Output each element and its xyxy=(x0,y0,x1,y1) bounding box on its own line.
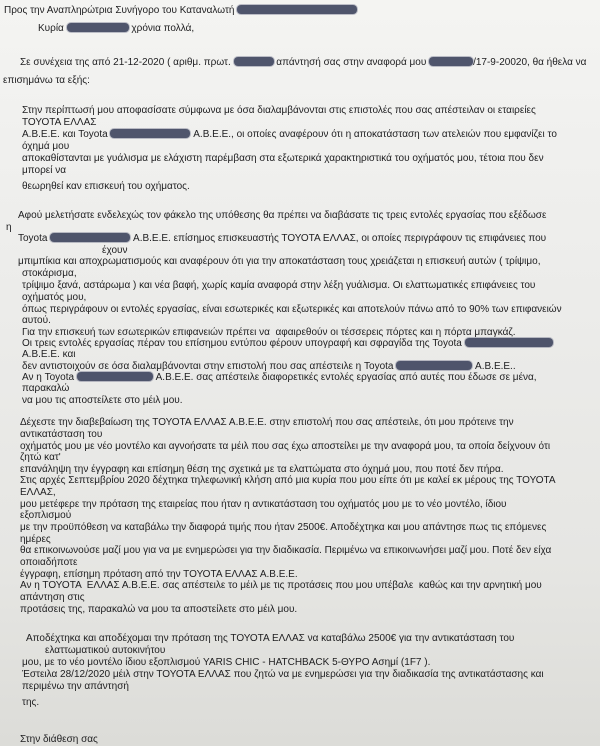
letter-line xyxy=(3,75,90,87)
letter-line xyxy=(20,510,71,522)
letter-line xyxy=(102,245,127,257)
letter-line xyxy=(20,57,586,69)
letter-line xyxy=(38,23,194,35)
letter-line xyxy=(20,569,298,581)
line-text: μου, με το νέο μοντέλο ίδιου εξοπλισμού YARIS CHIC - HATCHBACK 5-ΘΥΡΟ Ασημί (1F7 ). xyxy=(22,657,431,668)
letter-line xyxy=(20,429,102,441)
letter-line xyxy=(20,592,85,604)
letter-line xyxy=(22,280,535,292)
redaction-mark xyxy=(429,57,473,66)
line-text: ημέρες xyxy=(20,534,51,545)
letter-line xyxy=(22,697,39,709)
letter-line xyxy=(22,117,96,129)
redaction-mark xyxy=(110,129,190,138)
letter-line xyxy=(22,129,557,141)
line-text: απάντηση στις xyxy=(20,592,85,603)
line-text: οποιαδήποτε xyxy=(20,557,78,568)
line-text: αυτού. xyxy=(22,315,51,326)
letter-line xyxy=(18,233,546,245)
letter-line xyxy=(18,210,546,222)
line-text: θα επικοινωνούσε μαζί μου για να με ενημερώσει για την διαδικασία. Περιμένω να επικοινωνήσει μαζί μου. Ποτέ δεν είχα xyxy=(20,545,552,556)
letter-line xyxy=(6,222,12,234)
line-text: ελαττωματικού αυτοκινήτου xyxy=(45,645,166,656)
letter-line xyxy=(22,181,190,193)
letter-line xyxy=(22,153,544,165)
letter-line xyxy=(45,645,165,657)
redaction-mark xyxy=(396,361,472,370)
line-text: έγγραφη, επίσημη πρόταση από την ΤΟΥΟΤΑ ΕΛΛΑΣ Α.Β.Ε.Ε. xyxy=(20,569,298,580)
letter-line xyxy=(20,499,507,511)
line-text-tail: /17-9-20020, θα ήθελα να xyxy=(473,57,587,68)
letter-line xyxy=(22,372,537,384)
letter-line xyxy=(22,327,516,339)
line-text: όχημά μου xyxy=(22,141,70,152)
line-text: Κυρία xyxy=(38,23,67,34)
letter-line xyxy=(20,534,51,546)
line-text: Σε συνέχεια της από 21-12-2020 ( αριθμ. πρωτ. xyxy=(20,57,234,68)
letter-line xyxy=(22,141,69,153)
line-text: Στις αρχές Σεπτεμβρίου 2020 δέχτηκα τηλεφωνική κλήση από μια κυρία που μου είπε ότι με καλεί εκ μέρους της ΤΟΥΟΤΑ xyxy=(20,475,556,486)
line-text: δεν αντιστοιχούν σε όσα διαλαμβάνονται στην επιστολή που σας απέστειλε η Toyota xyxy=(22,361,397,372)
letter-line xyxy=(22,361,516,373)
letter-line xyxy=(20,604,297,616)
letter-line xyxy=(22,292,86,304)
line-text: οχήματός μου με νέο μοντέλο και αγνοήσατε τα μέιλ που σας έχω αποστείλει με την αναφορά μου, τα οποία δείχνουν ότι xyxy=(20,441,551,452)
letter-line xyxy=(20,734,98,746)
letter-line xyxy=(20,522,546,534)
line-text: Οι τρεις εντολές εργασίας πέραν του επίσημου εντύπου φέρουν υπογραφή και σφραγίδα της Toyota xyxy=(22,338,465,349)
line-text: η xyxy=(6,222,12,233)
line-text-tail: Α.Β.Ε.Ε. σας απέστειλε διαφορετικές εντολές εργασίας από αυτές που έδωσε σε μένα, xyxy=(152,372,537,383)
line-text: Αφού μελετήσατε ενδελεχώς τον φάκελο της υπόθεσης θα πρέπει να διαβάσατε τις τρεις εντολές εργασίας που εξέδωσε xyxy=(18,210,547,221)
letter-line xyxy=(20,557,77,569)
line-text: παρακαλώ xyxy=(22,383,70,394)
letter-line xyxy=(22,268,77,280)
line-text: Αν η Toyota xyxy=(22,372,77,383)
letter-line xyxy=(20,487,56,499)
redaction-mark xyxy=(465,338,553,347)
line-text-tail: Α.Β.Ε.Ε., οι οποίες αναφέρουν ότι η αποκατάσταση των ατελειών που εμφανίζει το xyxy=(190,129,557,140)
line-text: θεωρηθεί καν επισκευή του οχήματος. xyxy=(22,181,190,192)
line-text: ΕΛΛΑΣ, xyxy=(20,487,56,498)
letter-line xyxy=(22,165,66,177)
line-text-tail: Α.Β.Ε.Ε. επίσημος επισκευαστής ΤΟΥΟΤΑ ΕΛΛΑΣ, οι οποίες περιγράφουν τις επιφάνειες που xyxy=(130,233,547,244)
redaction-mark xyxy=(237,5,357,14)
line-text: εξοπλισμού xyxy=(20,510,72,521)
line-text: ζητώ κατ' xyxy=(20,452,61,463)
letter-line xyxy=(20,545,551,557)
redaction-mark xyxy=(50,233,130,242)
line-text: προτάσεις της, παρακαλώ να μου τα αποστείλετε στο μέιλ μου. xyxy=(20,604,298,615)
redaction-mark xyxy=(67,23,129,32)
line-text: Α.Β.Ε.Ε. και Toyota xyxy=(22,129,111,140)
letter-line xyxy=(22,395,183,407)
line-text: αποκαθίστανται με γυάλισμα με ελάχιστη παρέμβαση στα εξωτερικά χαρακτηριστικά του οχήματός μου, τέτοια που δεν xyxy=(22,153,544,164)
letter-line xyxy=(20,475,556,487)
line-text: Αποδέχτηκα και αποδέχομαι την πρόταση της ΤΟΥΟΤΑ ΕΛΛΑΣ να καταβάλω 2500€ για την αντικατάσταση του xyxy=(26,633,515,644)
line-text: όπως περιγράφουν οι εντολές εργασίας, είναι εσωτερικές και εξωτερικές και αποτελούν πάνω από το 90% των επιφανειών xyxy=(22,304,562,315)
line-text: μου μετέφερε την πρόταση της εταιρείας που ήταν η αντικατάσταση του οχήματός μου με το νέο μοντέλο, ίδιου xyxy=(20,499,507,510)
line-text: να μου τις αποστείλετε στο μέιλ μου. xyxy=(22,395,183,406)
line-text: ΤΟΥΟΤΑ ΕΛΛΑΣ xyxy=(22,117,97,128)
letter-line xyxy=(22,315,51,327)
line-text-tail: Α.Β.Ε.Ε.. xyxy=(472,361,516,372)
letter-line xyxy=(20,441,550,453)
letter-line xyxy=(22,338,553,350)
line-text: Στην περίπτωσή μου αποφασίσατε σύμφωνα με όσα διαλαμβάνονται στις επιστολές που σας απέστειλαν οι εταιρείες xyxy=(22,105,536,116)
line-text: μπιμπίκια και αποχρωματισμούς και αναφέρουν ότι για την αποκατάσταση τους χρειάζεται η επισκευή αυτών ( τρίψιμο, xyxy=(18,256,541,267)
line-text: επανάληψη την έγγραφη και επίσημη θέση της σχετικά με τα ελαττώματα στο όχημά μου, που ποτέ δεν πήρα. xyxy=(20,464,504,475)
line-text: Έστειλα 28/12/2020 μέιλ στην ΤΟΥΟΤΑ ΕΛΛΑΣ που ζητώ να με ενημερώσει για την διαδικασία της αντικατάστασης και xyxy=(22,669,544,680)
line-text: Στην διάθεση σας xyxy=(20,734,98,745)
letter-line xyxy=(20,452,61,464)
line-text: Α.Β.Ε.Ε. και xyxy=(22,349,76,360)
line-text: Toyota xyxy=(18,233,51,244)
letter-line xyxy=(20,417,514,429)
line-text: της. xyxy=(22,697,40,708)
line-text: οχήματός μου, xyxy=(22,292,87,303)
letter-line xyxy=(18,256,541,268)
line-text: στοκάρισμα, xyxy=(22,268,77,279)
line-text: τρίψιμο ξανά, αστάρωμα ) και νέα βαφή, χωρίς καμία αναφορά στην λέξη γυάλισμα. Οι ελαττωματικές επιφάνειες του xyxy=(22,280,536,291)
line-text: επισημάνω τα εξής: xyxy=(3,75,90,86)
letter-line xyxy=(20,464,504,476)
letter-line xyxy=(20,580,542,592)
line-text: Για την επισκευή των εσωτερικών επιφανειών πρέπει να αφαιρεθούν οι τέσσερεις πόρτες και η πόρτα μπαγκάζ. xyxy=(22,327,516,338)
letter-line xyxy=(22,105,536,117)
letter-line xyxy=(22,349,75,361)
line-text: περιμένω την απάντησή xyxy=(22,681,129,692)
redaction-mark xyxy=(77,372,153,381)
letter-line xyxy=(22,669,544,681)
letter-line xyxy=(26,633,514,645)
line-text-tail: απάντησή σας στην αναφορά μου xyxy=(273,57,430,68)
line-text: μπορεί να xyxy=(22,165,67,176)
line-text: Προς την Αναπληρώτρια Συνήγορο του Καταναλωτή xyxy=(4,5,238,16)
line-text: έχουν xyxy=(102,245,128,256)
letter-line xyxy=(22,304,562,316)
line-text: Δέχεστε την διαβεβαίωση της ΤΟΥΟΤΑ ΕΛΛΑΣ Α.Β.Ε.Ε. στην επιστολή που σας απέστειλε, ότι μου πρότεινε την xyxy=(20,417,514,428)
line-text: αντικατάσταση του xyxy=(20,429,103,440)
line-text: Αν η ΤΟΥΟΤΑ ΕΛΛΑΣ Α.Β.Ε.Ε. σας απέστειλε το μέιλ με τις προτάσεις που μου υπέβαλε καθώς και την αρνητική μου xyxy=(20,580,542,591)
letter-line xyxy=(22,383,69,395)
letter-line xyxy=(22,681,129,693)
line-text: με την προϋπόθεση να καταβάλω την διαφορά τιμής που ήταν 2500€. Αποδέχτηκα και μου απάντησε πως τις επόμενες xyxy=(20,522,547,533)
redaction-mark xyxy=(234,57,274,66)
letter-line xyxy=(4,5,357,17)
letter-line xyxy=(22,657,430,669)
line-text-tail: χρόνια πολλά, xyxy=(128,23,195,34)
